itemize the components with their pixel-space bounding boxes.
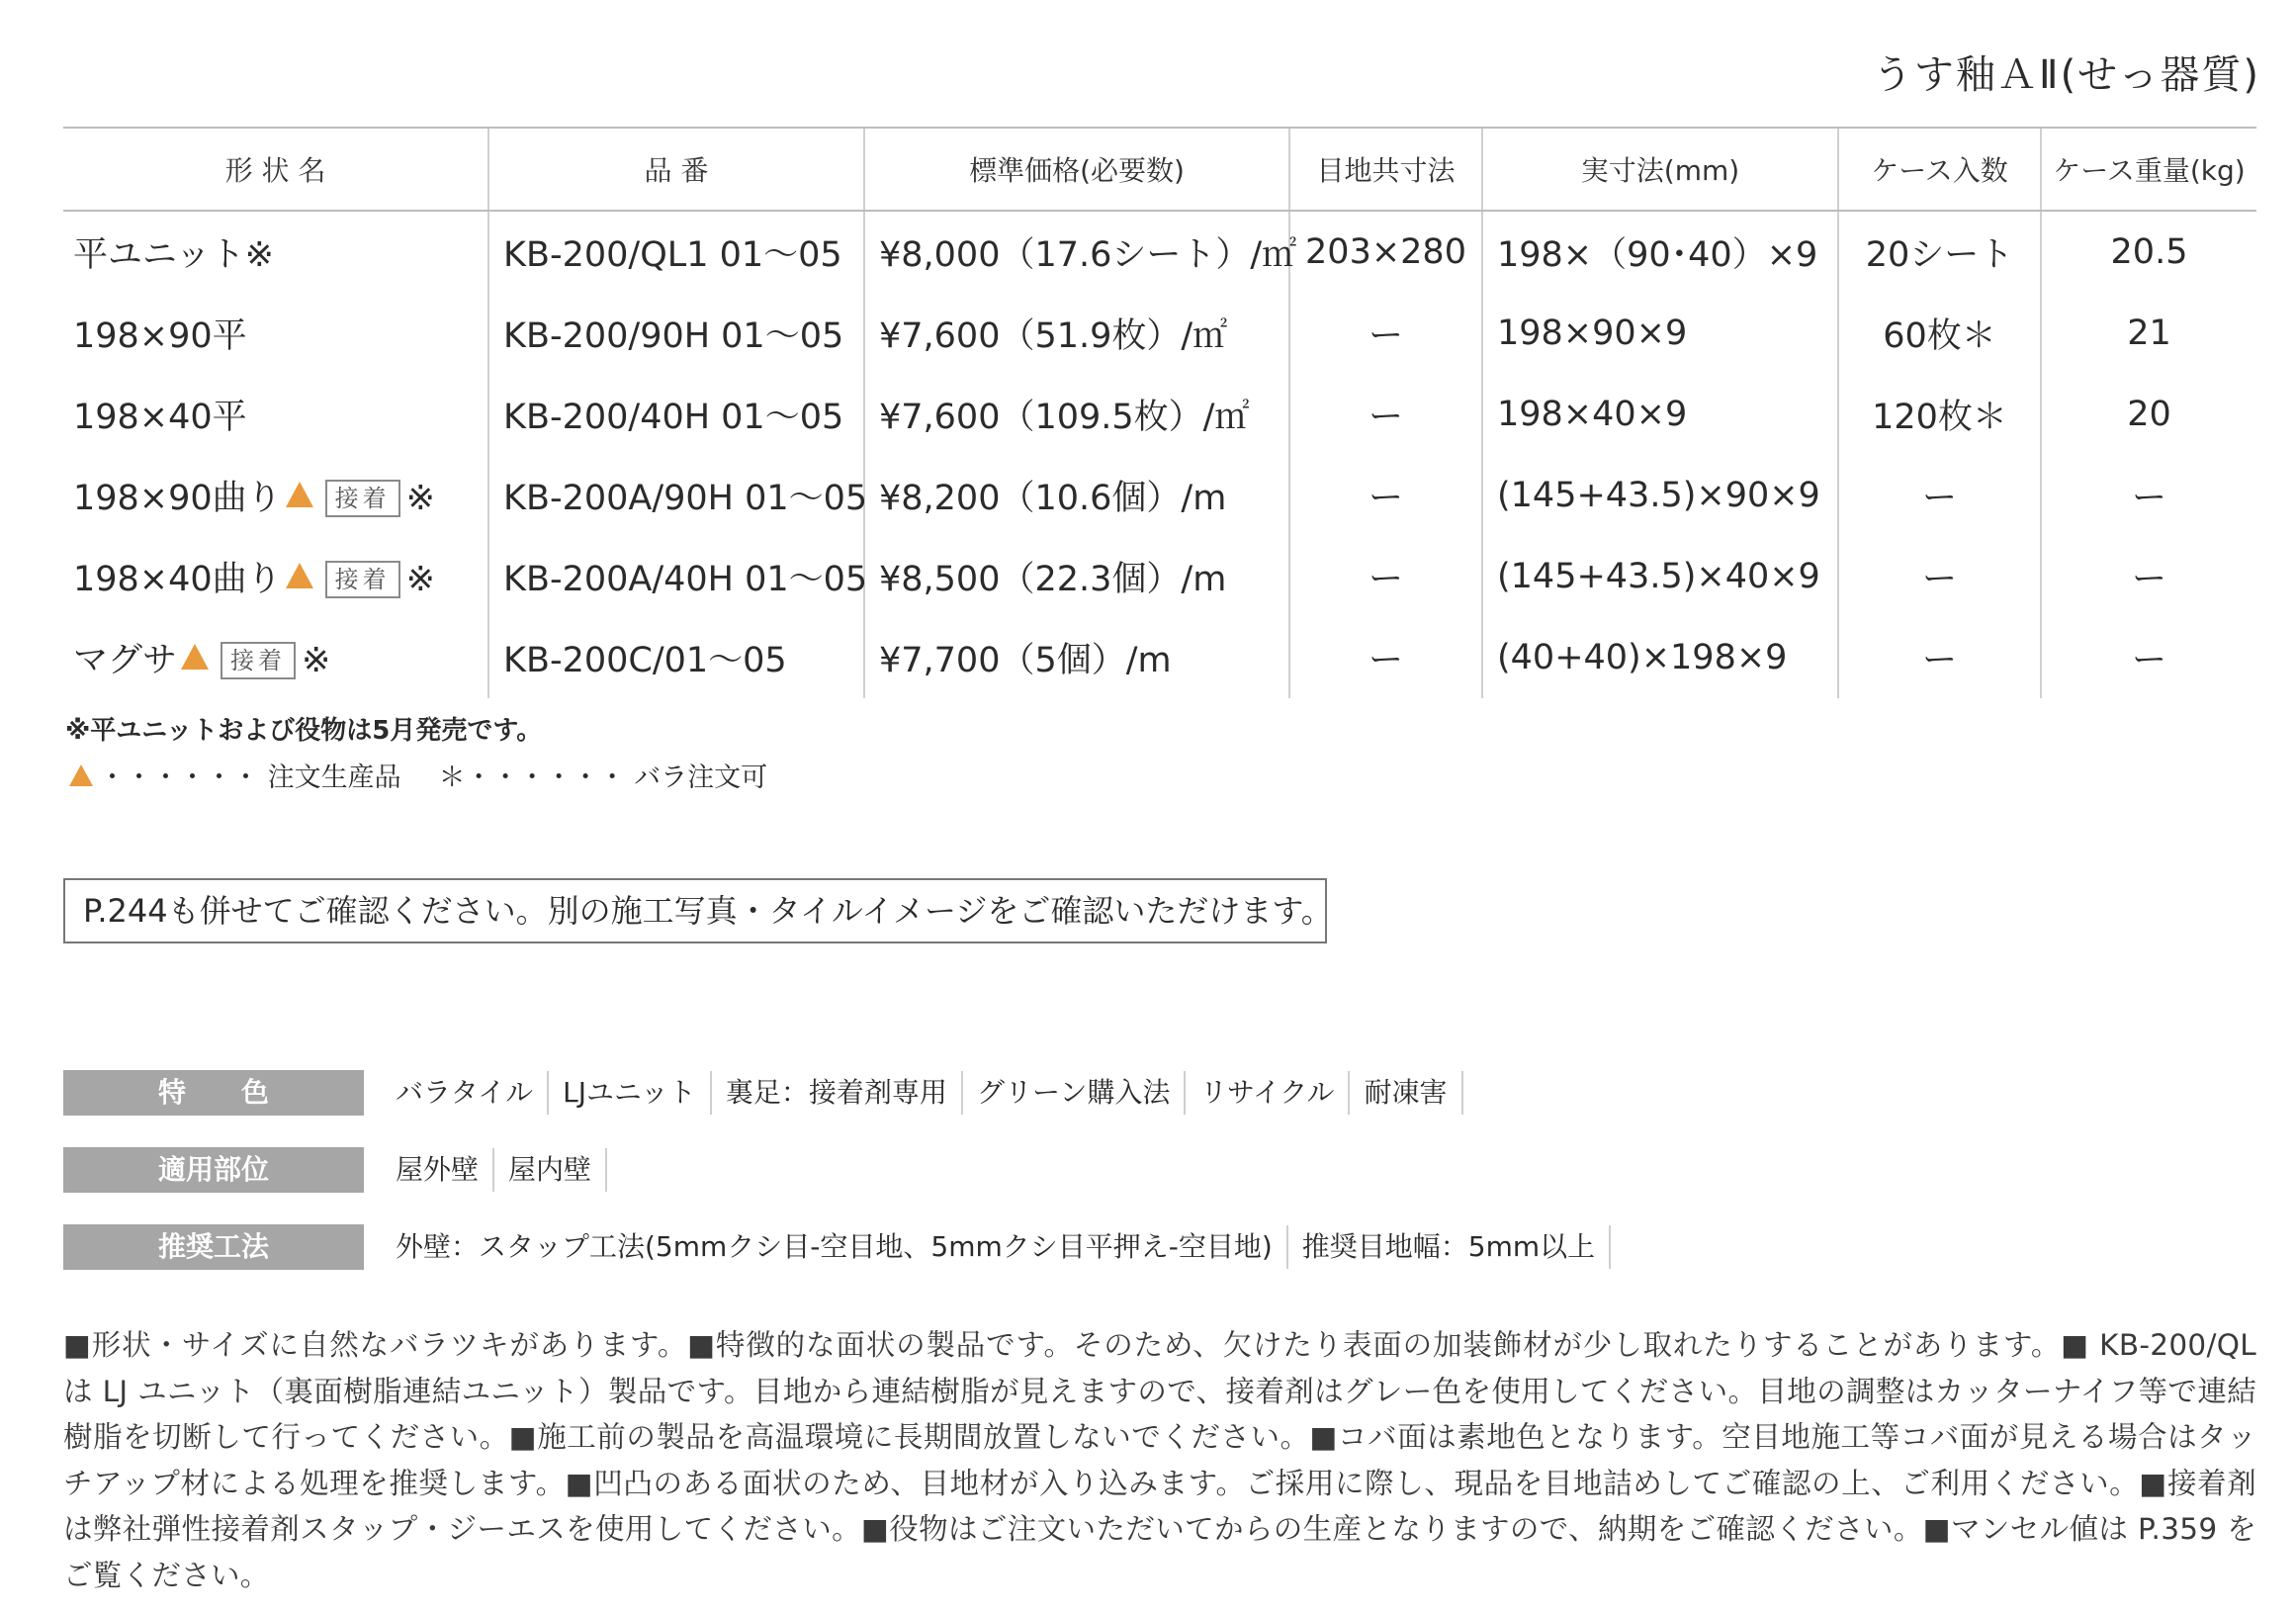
cell-joint-dimension: ー	[1289, 374, 1482, 455]
cell-product-code: KB-200/40H 01〜05	[488, 374, 864, 455]
cell-case-quantity: 20シート	[1838, 211, 2041, 293]
table-row	[63, 293, 2256, 374]
header-case-quantity: ケース入数	[1838, 128, 2041, 211]
attribute-item: 耐凍害	[1350, 1071, 1462, 1115]
attribute-row-features	[63, 1070, 1463, 1116]
triangle-icon	[286, 563, 313, 588]
adhesive-badge: 接着	[325, 561, 400, 598]
header-joint-dimension: 目地共寸法	[1289, 128, 1482, 211]
cell-joint-dimension: ー	[1289, 293, 1482, 374]
legend-made-to-order: ・・・・・・ 注文生産品	[99, 762, 401, 793]
cell-product-code: KB-200A/90H 01〜05	[488, 455, 864, 536]
cell-shape-name	[63, 617, 488, 698]
cell-shape-name	[63, 374, 488, 455]
adhesive-badge: 接着	[221, 642, 296, 679]
header-actual-dimension: 実寸法(mm)	[1482, 128, 1838, 211]
table-row	[63, 617, 2256, 698]
cell-actual-dimension: 198×90×9	[1482, 293, 1838, 374]
attribute-item: グリーン購入法	[963, 1071, 1186, 1115]
header-case-weight: ケース重量(kg)	[2041, 128, 2256, 211]
attribute-label: 特 色	[63, 1070, 364, 1116]
cell-actual-dimension: (145+43.5)×90×9	[1482, 455, 1838, 536]
cell-standard-price: ¥8,500（22.3個）/m	[864, 536, 1289, 617]
triangle-icon	[69, 764, 93, 786]
attribute-item: 裏足：接着剤専用	[712, 1071, 963, 1115]
attribute-items	[384, 1148, 607, 1192]
header-shape-name: 形 状 名	[63, 128, 488, 211]
legend-loose-order: ＊・・・・・・ バラ注文可	[438, 762, 768, 793]
table-row	[63, 455, 2256, 536]
attribute-items	[384, 1225, 1611, 1269]
table-row	[63, 374, 2256, 455]
header-standard-price: 標準価格(必要数)	[864, 128, 1289, 211]
table-row	[63, 211, 2256, 293]
cell-joint-dimension: ー	[1289, 617, 1482, 698]
cell-case-quantity: ー	[1838, 455, 2041, 536]
attribute-item: バラタイル	[384, 1071, 549, 1115]
cell-actual-dimension: (40+40)×198×9	[1482, 617, 1838, 698]
attribute-item: 屋内壁	[494, 1148, 607, 1192]
cell-joint-dimension: 203×280	[1289, 211, 1482, 293]
attribute-item: リサイクル	[1186, 1071, 1350, 1115]
cell-product-code: KB-200/QL1 01〜05	[488, 211, 864, 293]
shape-name-text: マグサ	[73, 641, 178, 680]
cell-product-code: KB-200C/01〜05	[488, 617, 864, 698]
note-mark: ※	[405, 560, 435, 599]
cell-case-weight: 20	[2041, 374, 2256, 455]
cell-case-weight: 21	[2041, 293, 2256, 374]
cell-case-weight: ー	[2041, 536, 2256, 617]
adhesive-badge: 接着	[325, 480, 400, 517]
cell-shape-name	[63, 293, 488, 374]
table-header-row	[63, 128, 2256, 211]
shape-name-text: 198×90平	[73, 316, 247, 356]
cell-case-weight: ー	[2041, 455, 2256, 536]
cell-joint-dimension: ー	[1289, 536, 1482, 617]
cell-case-quantity: ー	[1838, 617, 2041, 698]
triangle-icon	[286, 482, 313, 507]
cell-shape-name	[63, 211, 488, 293]
header-product-code: 品 番	[488, 128, 864, 211]
attribute-items	[384, 1071, 1463, 1115]
attribute-item: LJユニット	[549, 1071, 712, 1115]
legend	[69, 756, 767, 794]
cell-case-quantity: 120枚＊	[1838, 374, 2041, 455]
attribute-item: 外壁：スタップ工法(5mmクシ目-空目地、5mmクシ目平押え-空目地)	[384, 1225, 1288, 1269]
reference-callout: P.244も併せてご確認ください。別の施工写真・タイルイメージをご確認いただけます。	[63, 878, 1327, 943]
cell-standard-price: ¥7,700（5個）/m	[864, 617, 1289, 698]
attribute-item: 推奨目地幅：5mm以上	[1288, 1225, 1611, 1269]
page-title: うす釉ＡⅡ(せっ器質)	[1872, 52, 2260, 98]
cell-actual-dimension: 198×40×9	[1482, 374, 1838, 455]
attribute-label: 適用部位	[63, 1147, 364, 1193]
cell-case-weight: 20.5	[2041, 211, 2256, 293]
shape-name-text: 198×40曲り	[73, 560, 282, 599]
table-row	[63, 536, 2256, 617]
notes-paragraph: ■形状・サイズに自然なバラツキがあります。■特徴的な面状の製品です。そのため、欠けたり表面の加装飾材が少し取れたりすることがあります。■ KB-200/QL は LJ ユニット（裏面樹脂連結ユニット）製品です。目地から連結樹脂が見えますので、接着剤はグレー色を使用してください。目地の調整はカッターナイフ等で連結樹脂を切断して行ってください。■施工前の製品を高温環境に長期間放置しないでください。■コバ面は素地色となります。空目地施工等コバ面が見える場合はタッチアップ材による処理を推奨します。■凹凸のある面状のため、目地材が入り込みます。ご採用に際し、現品を目地詰めしてご確認の上、ご利用ください。■接着剤は弊社弾性接着剤スタップ・ジーエスを使用してください。■役物はご注文いただいてからの生産となりますので、納期をご確認ください。■マンセル値は P.359 をご覧ください。	[63, 1328, 2256, 1592]
cell-product-code: KB-200A/40H 01〜05	[488, 536, 864, 617]
cell-case-weight: ー	[2041, 617, 2256, 698]
spec-table	[63, 127, 2256, 698]
cell-standard-price: ¥7,600（51.9枚）/㎡	[864, 293, 1289, 374]
attribute-row-method	[63, 1224, 1611, 1270]
triangle-icon	[181, 644, 209, 670]
cell-joint-dimension: ー	[1289, 455, 1482, 536]
cell-product-code: KB-200/90H 01〜05	[488, 293, 864, 374]
cell-case-quantity: ー	[1838, 536, 2041, 617]
cell-actual-dimension: (145+43.5)×40×9	[1482, 536, 1838, 617]
attribute-item: 屋外壁	[384, 1148, 494, 1192]
note-mark: ※	[405, 479, 435, 518]
shape-name-text: 198×90曲り	[73, 479, 282, 518]
note-mark: ※	[302, 641, 331, 680]
cell-shape-name	[63, 536, 488, 617]
attribute-row-application	[63, 1147, 607, 1193]
shape-name-text: 平ユニット※	[73, 235, 274, 275]
shape-name-text: 198×40平	[73, 398, 247, 437]
cell-actual-dimension: 198×（90･40）×9	[1482, 211, 1838, 293]
release-note: ※平ユニットおよび役物は5月発売です。	[65, 716, 543, 746]
cell-shape-name	[63, 455, 488, 536]
cell-case-quantity: 60枚＊	[1838, 293, 2041, 374]
cell-standard-price: ¥7,600（109.5枚）/㎡	[864, 374, 1289, 455]
attribute-label: 推奨工法	[63, 1224, 364, 1270]
cell-standard-price: ¥8,000（17.6シート）/㎡	[864, 211, 1289, 293]
cell-standard-price: ¥8,200（10.6個）/m	[864, 455, 1289, 536]
